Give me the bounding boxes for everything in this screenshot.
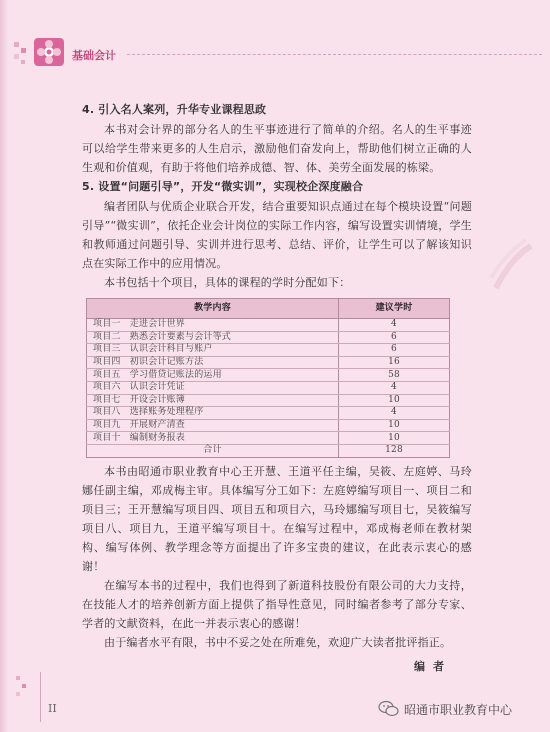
total-label: 合计	[87, 444, 339, 457]
row-hours: 10	[339, 432, 450, 445]
decor-ribbon	[486, 238, 536, 298]
header-content: 教学内容	[87, 299, 339, 319]
table-header-row	[87, 299, 450, 319]
row-hours: 10	[339, 394, 450, 407]
row-content: 项目三 认识会计科目与账户	[87, 344, 339, 357]
apology-paragraph: 由于编者水平有限，书中不妥之处在所难免，欢迎广大读者批评指正。	[104, 635, 452, 649]
hours-table-wrap	[86, 298, 450, 458]
section-4-paragraph: 本书对会计界的部分名人的生平事迹进行了简单的介绍。名人的生平事迹可以给学生带来更多的人生启示，激励他们奋发向上，帮助他们树立正确的人生观和价值观，有助于将他们培养成德、智、体、美劳全面发展的栋梁。	[82, 123, 472, 174]
page-header	[12, 30, 542, 70]
row-content: 项目十 编制财务报表	[87, 432, 339, 445]
watermark-text: 昭通市职业教育中心	[404, 702, 513, 717]
wechat-icon	[378, 700, 400, 718]
table-row	[87, 419, 450, 432]
page-number: II	[48, 702, 57, 715]
hours-table	[86, 298, 450, 458]
header-title: 基础会计	[72, 49, 116, 62]
row-content: 项目七 开设会计账簿	[87, 394, 339, 407]
table-row	[87, 407, 450, 420]
thanks-paragraph: 在编写本书的过程中，我们也得到了新道科技股份有限公司的大力支持，在技能人才的培养创新方面上提供了指导性意见，同时编者参考了部分专家、学者的文献资料，在此一并表示衷心的感谢！	[82, 578, 472, 630]
row-hours: 10	[339, 419, 450, 432]
table-row	[87, 432, 450, 445]
section-5-paragraph: 编者团队与优质企业联合开发，结合重要知识点通过在每个模块设置“问题引导”“微实训”，依托企业会计岗位的实际工作内容，编写设置实训情境，学生和教师通过问题引导、实训并进行思考、总结、评价，让学生可以了解该知识点在实际工作中的应用情况。	[82, 200, 472, 270]
table-row	[87, 356, 450, 369]
row-content: 项目五 学习借贷记账法的运用	[87, 369, 339, 382]
row-content: 项目四 初识会计记账方法	[87, 356, 339, 369]
table-intro: 本书包括十个项目，具体的课程的学时分配如下：	[104, 276, 351, 289]
row-hours: 4	[339, 319, 450, 332]
row-content: 项目一 走进会计世界	[87, 319, 339, 332]
flower-logo-icon	[32, 36, 66, 68]
table-row	[87, 319, 450, 332]
row-hours: 4	[339, 381, 450, 394]
author-signature: 编者	[414, 660, 452, 673]
page-edge	[0, 0, 8, 732]
section-4-heading: 4. 引入名人案列，升华专业课程思政	[82, 103, 267, 116]
row-hours: 6	[339, 331, 450, 344]
row-hours: 4	[339, 407, 450, 420]
watermark	[378, 700, 512, 718]
row-hours: 16	[339, 356, 450, 369]
row-content: 项目二 熟悉会计要素与会计等式	[87, 331, 339, 344]
table-row	[87, 381, 450, 394]
table-row	[87, 394, 450, 407]
table-row	[87, 331, 450, 344]
decor-squares	[12, 40, 32, 70]
table-row	[87, 369, 450, 382]
total-hours: 128	[339, 444, 450, 457]
table-row	[87, 344, 450, 357]
row-content: 项目八 选择账务处理程序	[87, 407, 339, 420]
row-content: 项目六 认识会计凭证	[87, 381, 339, 394]
row-hours: 6	[339, 344, 450, 357]
authors-paragraph: 本书由昭通市职业教育中心王开慧、王道平任主编，吴筱、左庭婷、马玲娜任副主编，邓成梅主审。具体编写分工如下：左庭婷编写项目一、项目二和项目三；王开慧编写项目四、项目五和项目六，马玲娜编写项目七，吴筱编写项目八、项目九，王道平编写项目十。在编写过程中，邓成梅老师在教材架构、编写体例、教学理念等方面提出了许多宝贵的建议，在此表示衷心的感谢！	[82, 464, 472, 573]
row-hours: 58	[339, 369, 450, 382]
row-content: 项目九 开展财产清查	[87, 419, 339, 432]
main-content	[82, 100, 472, 652]
table-total-row	[87, 444, 450, 457]
section-5-heading: 5. 设置“问题引导”，开发“微实训”，实现校企深度融合	[82, 180, 364, 193]
header-hours: 建议学时	[339, 299, 450, 319]
header-rule	[127, 54, 542, 56]
decor-page-marks	[12, 672, 42, 722]
